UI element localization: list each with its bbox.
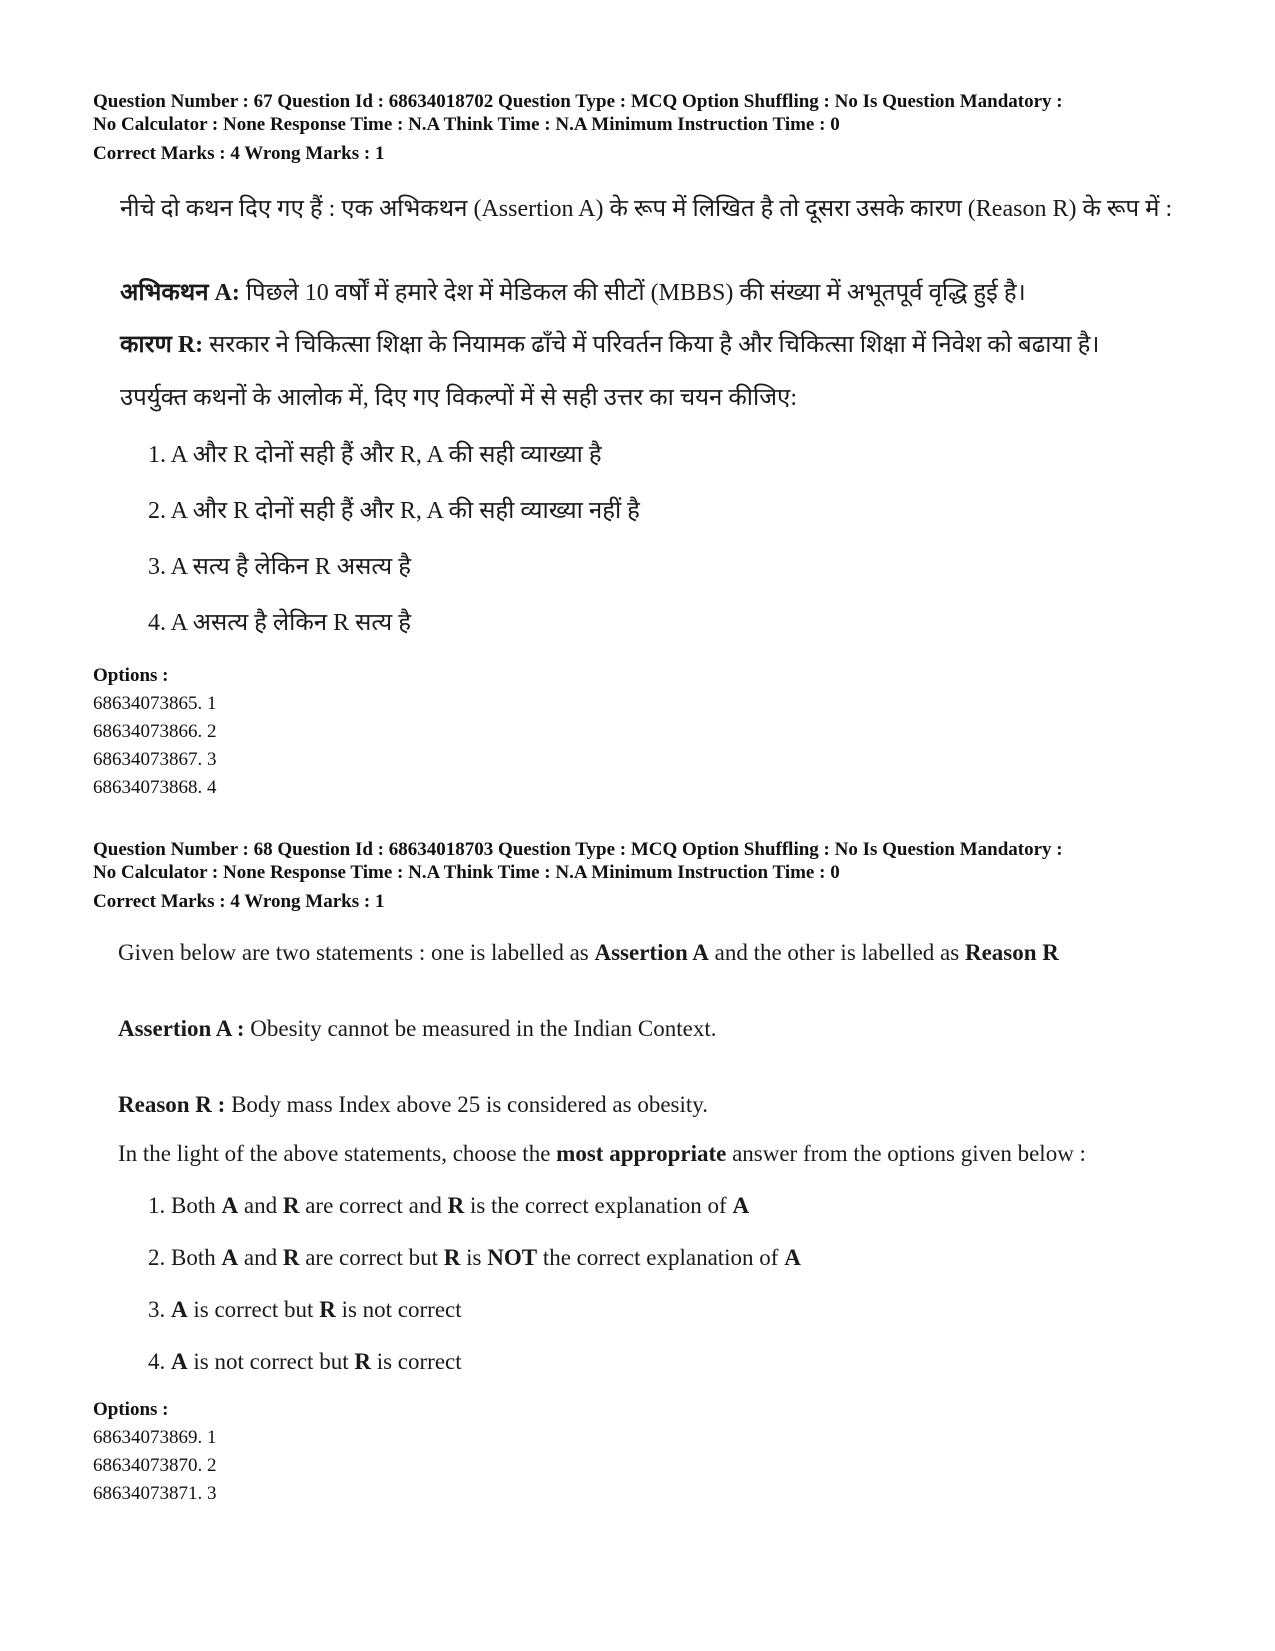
q68-choice2-r2: R (443, 1245, 461, 1270)
q67-instruction: उपर्युक्त कथनों के आलोक में, दिए गए विकल्पों में से सही उत्तर का चयन कीजिए: (120, 385, 797, 411)
q68-choice3-t0: 3. (148, 1297, 171, 1322)
q67-option-4: 68634073868. 4 (93, 777, 217, 798)
q68-choice3-r: R (319, 1297, 336, 1322)
q68-option-3: 68634073871. 3 (93, 1483, 217, 1504)
q67-options-label: Options : (93, 665, 169, 686)
q67-choice-3: 3. A सत्य है लेकिन R असत्य है (148, 554, 411, 580)
q68-choice2-t2: are correct but (299, 1245, 444, 1270)
q67-option-1: 68634073865. 1 (93, 693, 217, 714)
q68-instruction (118, 1139, 1178, 1169)
q67-reason-text: सरकार ने चिकित्सा शिक्षा के नियामक ढाँचे में परिवर्तन किया है और चिकित्सा शिक्षा में निवेश को बढाया है। (203, 332, 1100, 358)
q68-choice-2 (148, 1243, 801, 1273)
q68-choice1-r2: R (447, 1193, 465, 1218)
q68-option-2: 68634073870. 2 (93, 1455, 217, 1476)
q67-intro: नीचे दो कथन दिए गए हैं : एक अभिकथन (Assertion A) के रूप में लिखित है तो दूसरा उसके कारण (Reason R) के रूप में : (120, 196, 1173, 222)
q68-assertion-label: Assertion A : (118, 1016, 245, 1041)
q68-choice4-t0: 4. (148, 1349, 171, 1374)
q68-choice1-a2: A (732, 1193, 750, 1218)
q68-reason (118, 1090, 1178, 1120)
q68-choice4-r: R (354, 1349, 371, 1374)
q68-choice2-r: R (282, 1245, 300, 1270)
q68-assertion (118, 1014, 1178, 1044)
q68-choice-4 (148, 1347, 462, 1377)
q68-choice2-t0: 2. Both (148, 1245, 222, 1270)
q68-meta-line1: Question Number : 68 Question Id : 68634018703 Question Type : MCQ Option Shuffling : No Is Question Mandatory : (93, 839, 1063, 860)
q68-intro-part1: Given below are two statements : one is labelled as (118, 940, 595, 965)
q68-choice4-t1: is not correct but (187, 1349, 355, 1374)
q68-instruction-emphasis: most appropriate (556, 1141, 727, 1166)
q68-choice4-a: A (171, 1349, 188, 1374)
q68-intro-part2: and the other is labelled as (708, 940, 965, 965)
q67-choice-1: 1. A और R दोनों सही हैं और R, A की सही व्याख्या है (148, 442, 602, 468)
q67-assertion-label: अभिकथन A: (120, 280, 240, 306)
q68-reason-text: Body mass Index above 25 is considered as obesity. (225, 1092, 709, 1117)
q68-choice1-a: A (221, 1193, 239, 1218)
q68-choice3-a: A (171, 1297, 188, 1322)
q68-marks: Correct Marks : 4 Wrong Marks : 1 (93, 891, 385, 912)
q68-choice1-t1: and (238, 1193, 283, 1218)
q68-intro-assertion: Assertion A (594, 940, 709, 965)
q68-choice1-r: R (282, 1193, 300, 1218)
q68-options-label: Options : (93, 1399, 169, 1420)
q67-reason (120, 330, 1180, 360)
q68-instruction-part2: answer from the options given below : (726, 1141, 1086, 1166)
q68-intro-reason: Reason R (964, 940, 1059, 965)
q68-choice1-t2: are correct and (299, 1193, 448, 1218)
q67-option-3: 68634073867. 3 (93, 749, 217, 770)
q68-choice4-t2: is correct (370, 1349, 462, 1374)
q67-assertion (120, 278, 1180, 308)
q68-choice1-t0: 1. Both (148, 1193, 222, 1218)
q68-instruction-part1: In the light of the above statements, choose the (118, 1141, 557, 1166)
q67-choice-4: 4. A असत्य है लेकिन R सत्य है (148, 610, 411, 636)
q68-choice1-t3: is the correct explanation of (464, 1193, 733, 1218)
q68-intro (118, 938, 1178, 968)
q67-reason-label: कारण R: (120, 332, 204, 358)
q67-meta-line1: Question Number : 67 Question Id : 68634018702 Question Type : MCQ Option Shuffling : No Is Question Mandatory : (93, 91, 1063, 112)
q68-meta-line2: No Calculator : None Response Time : N.A Think Time : N.A Minimum Instruction Time : 0 (93, 862, 840, 883)
q68-choice2-t4: the correct explanation of (537, 1245, 785, 1270)
q68-choice2-t1: and (238, 1245, 283, 1270)
q67-choice-2: 2. A और R दोनों सही हैं और R, A की सही व्याख्या नहीं है (148, 498, 640, 524)
q67-assertion-text: पिछले 10 वर्षों में हमारे देश में मेडिकल की सीटों (MBBS) की संख्या में अभूतपूर्व वृद्धि हुई है। (239, 280, 1026, 306)
q68-reason-label: Reason R : (118, 1092, 226, 1117)
q68-choice-1 (148, 1191, 749, 1221)
q68-choice2-a: A (221, 1245, 239, 1270)
q68-choice3-t2: is not correct (335, 1297, 462, 1322)
q68-choice2-not: NOT (487, 1245, 538, 1270)
q68-choice2-a2: A (784, 1245, 801, 1270)
q68-assertion-text: Obesity cannot be measured in the Indian Context. (244, 1016, 717, 1041)
q67-marks: Correct Marks : 4 Wrong Marks : 1 (93, 143, 385, 164)
q68-option-1: 68634073869. 1 (93, 1427, 217, 1448)
q67-meta-line2: No Calculator : None Response Time : N.A Think Time : N.A Minimum Instruction Time : 0 (93, 114, 840, 135)
q68-choice-3 (148, 1295, 462, 1325)
q68-choice3-t1: is correct but (187, 1297, 320, 1322)
q67-option-2: 68634073866. 2 (93, 721, 217, 742)
q68-choice2-t3: is (460, 1245, 488, 1270)
